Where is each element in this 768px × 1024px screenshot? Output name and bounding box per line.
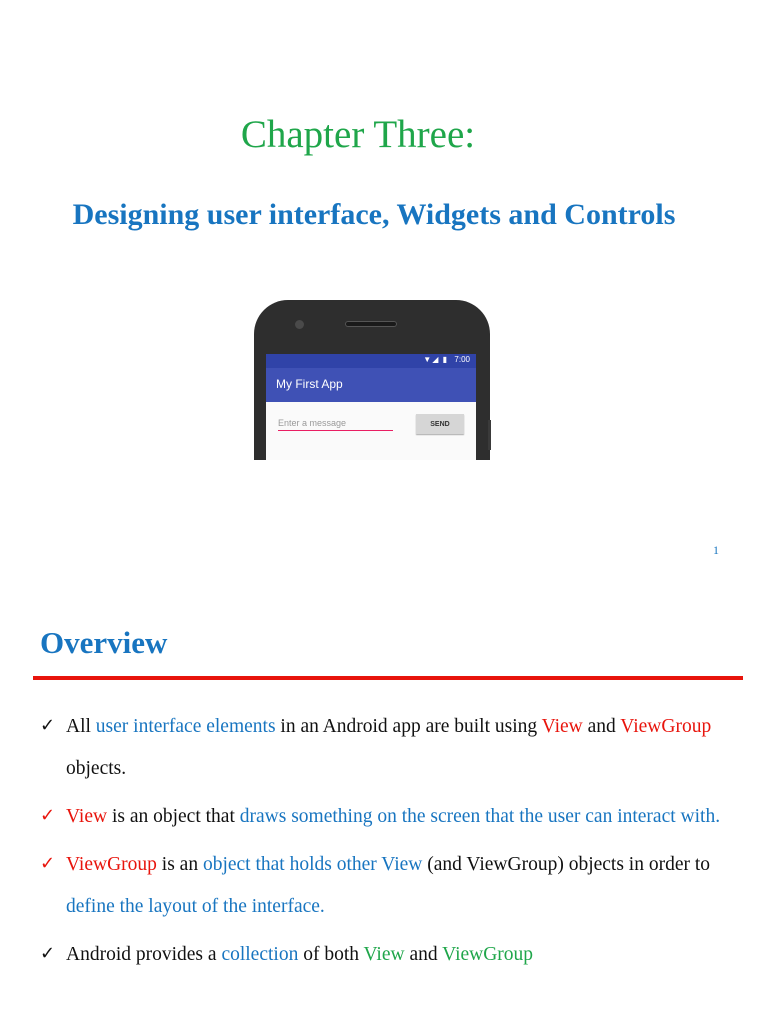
phone-camera-icon — [295, 320, 304, 329]
checkmark-icon: ✓ — [40, 805, 56, 826]
chapter-title: Chapter Three: — [240, 113, 476, 156]
checkmark-icon: ✓ — [40, 853, 56, 874]
checkmark-icon: ✓ — [40, 943, 56, 964]
bullet-item: ✓ All user interface elements in an Android app are built using View and ViewGroup objects. — [40, 706, 756, 790]
status-bar — [266, 354, 476, 368]
app-bar — [266, 368, 476, 402]
message-input[interactable] — [278, 416, 393, 431]
heading-divider — [33, 676, 743, 680]
phone-side-button — [488, 420, 491, 450]
checkmark-icon: ✓ — [40, 715, 56, 736]
app-title: My First App — [276, 377, 343, 391]
send-button[interactable]: SEND — [416, 414, 464, 434]
phone-speaker — [345, 321, 397, 327]
bullet-item: ✓ ViewGroup is an object that holds other View (and ViewGroup) objects in order to define the layout of the interface. — [40, 844, 756, 928]
bullet-item: ✓ View is an object that draws something on the screen that the user can interact with. — [40, 796, 756, 838]
status-time: 7:00 — [454, 355, 470, 364]
page-number: 1 — [713, 543, 719, 557]
bullet-list — [40, 706, 756, 982]
chapter-subtitle: Designing user interface, Widgets and Controls — [72, 198, 676, 231]
bullet-item: ✓ Android provides a collection of both View and ViewGroup — [40, 934, 756, 976]
overview-heading: Overview — [40, 625, 168, 660]
signal-wifi-icon: ▼◢ ▮ — [423, 355, 448, 364]
